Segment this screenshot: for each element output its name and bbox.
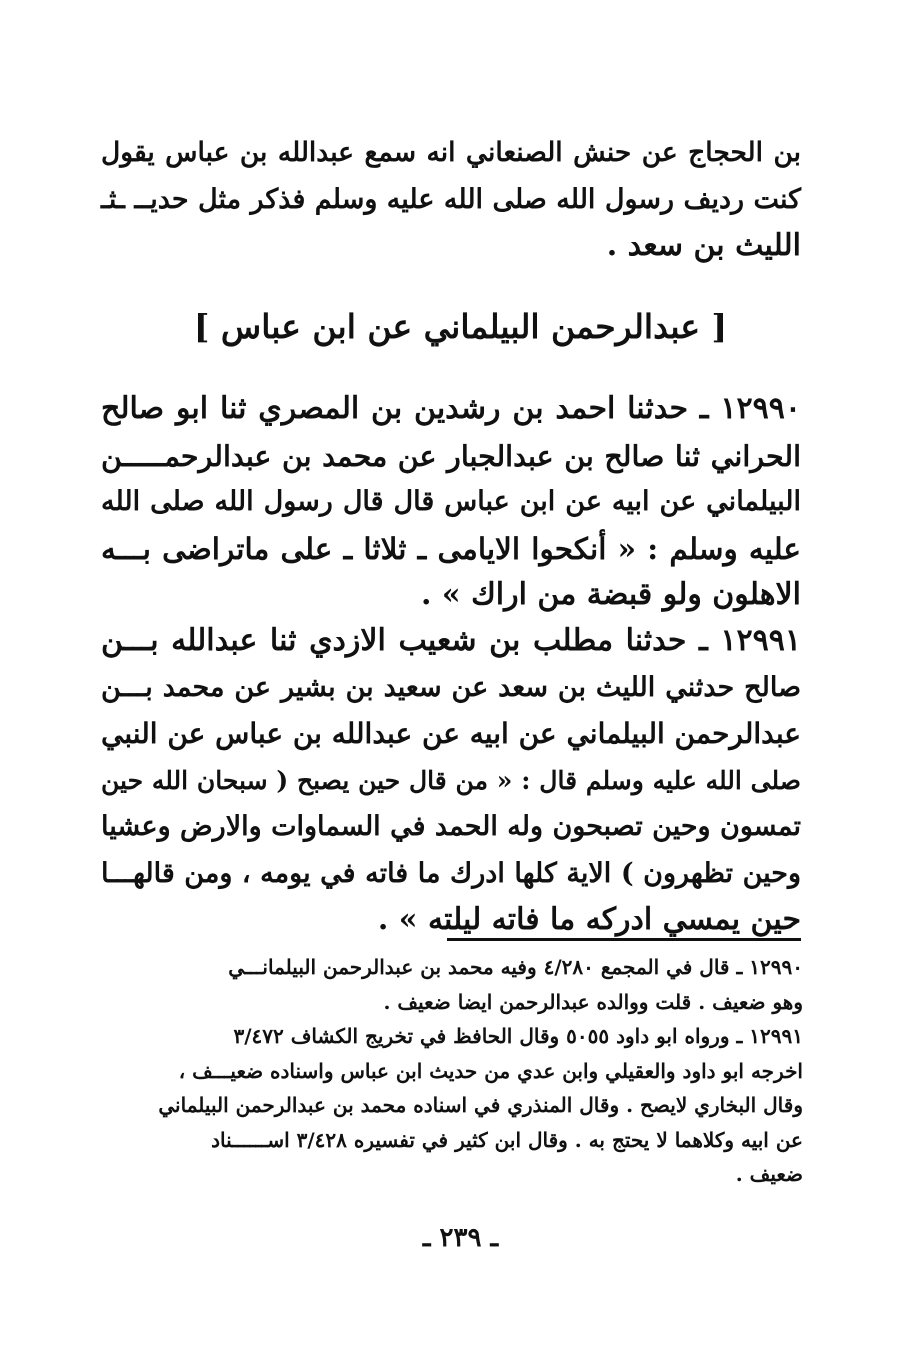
text-line: وحين تظهرون ) الاية كلها ادرك ما فاته في يومه ، ومن قالهـــا	[101, 857, 801, 889]
text-line: البيلماني عن ابيه عن ابن عباس قال قال رسول الله صلى الله	[101, 486, 801, 517]
section-heading: [ عبدالرحمن البيلماني عن ابن عباس ]	[193, 307, 728, 346]
text-line: ١٢٩٩٠ ـ حدثنا احمد بن رشدين بن المصري ثنا ابو صالح	[101, 391, 801, 426]
text-line: الحراني ثنا صالح بن عبدالجبار عن محمد بن عبدالرحمـــــن	[101, 438, 801, 473]
footnote-line: عن ابيه وكلاهما لا يحتج به . وقال ابن كثير في تفسيره ٣/٤٢٨ اســــــناد	[211, 1127, 803, 1152]
intro-paragraph	[101, 130, 801, 270]
footnote-divider	[447, 938, 801, 941]
text-line: صالح حدثني الليث بن سعد عن سعيد بن بشير عن محمد بـــن	[101, 671, 801, 703]
text-line: تمسون وحين تصبحون وله الحمد في السماوات والارض وعشيا	[101, 811, 801, 842]
text-line: عبدالرحمن البيلماني عن ابيه عن عبدالله بن عباس عن النبي	[101, 717, 801, 750]
page-number: ـ ٢٣٩ ـ	[422, 1223, 499, 1253]
footnote-line: وهو ضعيف . قلت ووالده عبدالرحمن ايضا ضعيف .	[383, 989, 803, 1014]
footnote-line: ضعيف .	[735, 1162, 803, 1186]
text-line: الليث بن سعد .	[606, 228, 801, 263]
footnote-line: ١٢٩٩٠ ـ قال في المجمع ٤/٢٨٠ وفيه محمد بن عبدالرحمن البيلمانـــي	[228, 955, 803, 979]
text-line: عليه وسلم : « أنكحوا الايامى ـ ثلاثا ـ على ماتراضى بـــه	[101, 530, 801, 566]
footnote-line: ١٢٩٩١ ـ ورواه ابو داود ٥٠٥٥ وقال الحافظ في تخريج الكشاف ٣/٤٧٢	[233, 1024, 803, 1048]
text-line: الاهلون ولو قبضة من اراك » .	[421, 577, 801, 612]
footnotes	[101, 950, 803, 1192]
footnote-line: وقال البخاري لايصح . وقال المنذري في اسناده محمد بن عبدالرحمن البيلماني	[158, 1093, 803, 1117]
text-line: ١٢٩٩١ ـ حدثنا مطلب بن شعيب الازدي ثنا عبدالله بـــن	[101, 623, 801, 658]
text-line: كنت رديف رسول الله صلى الله عليه وسلم فذكر مثل حديــ ـثـ	[101, 183, 801, 215]
text-line: بن الحجاج عن حنش الصنعاني انه سمع عبدالله بن عباس يقول	[101, 137, 801, 168]
footnote-line: اخرجه ابو داود والعقيلي وابن عدي من حديث ابن عباس واسناده ضعيـــف ،	[178, 1058, 803, 1083]
hadith-12990-paragraph	[101, 386, 801, 619]
hadith-12991-paragraph	[101, 618, 801, 944]
text-line: صلى الله عليه وسلم قال : « من قال حين يصبح ( سبحان الله حين	[101, 765, 801, 795]
text-line: حين يمسي ادركه ما فاته ليلته » .	[377, 902, 801, 937]
